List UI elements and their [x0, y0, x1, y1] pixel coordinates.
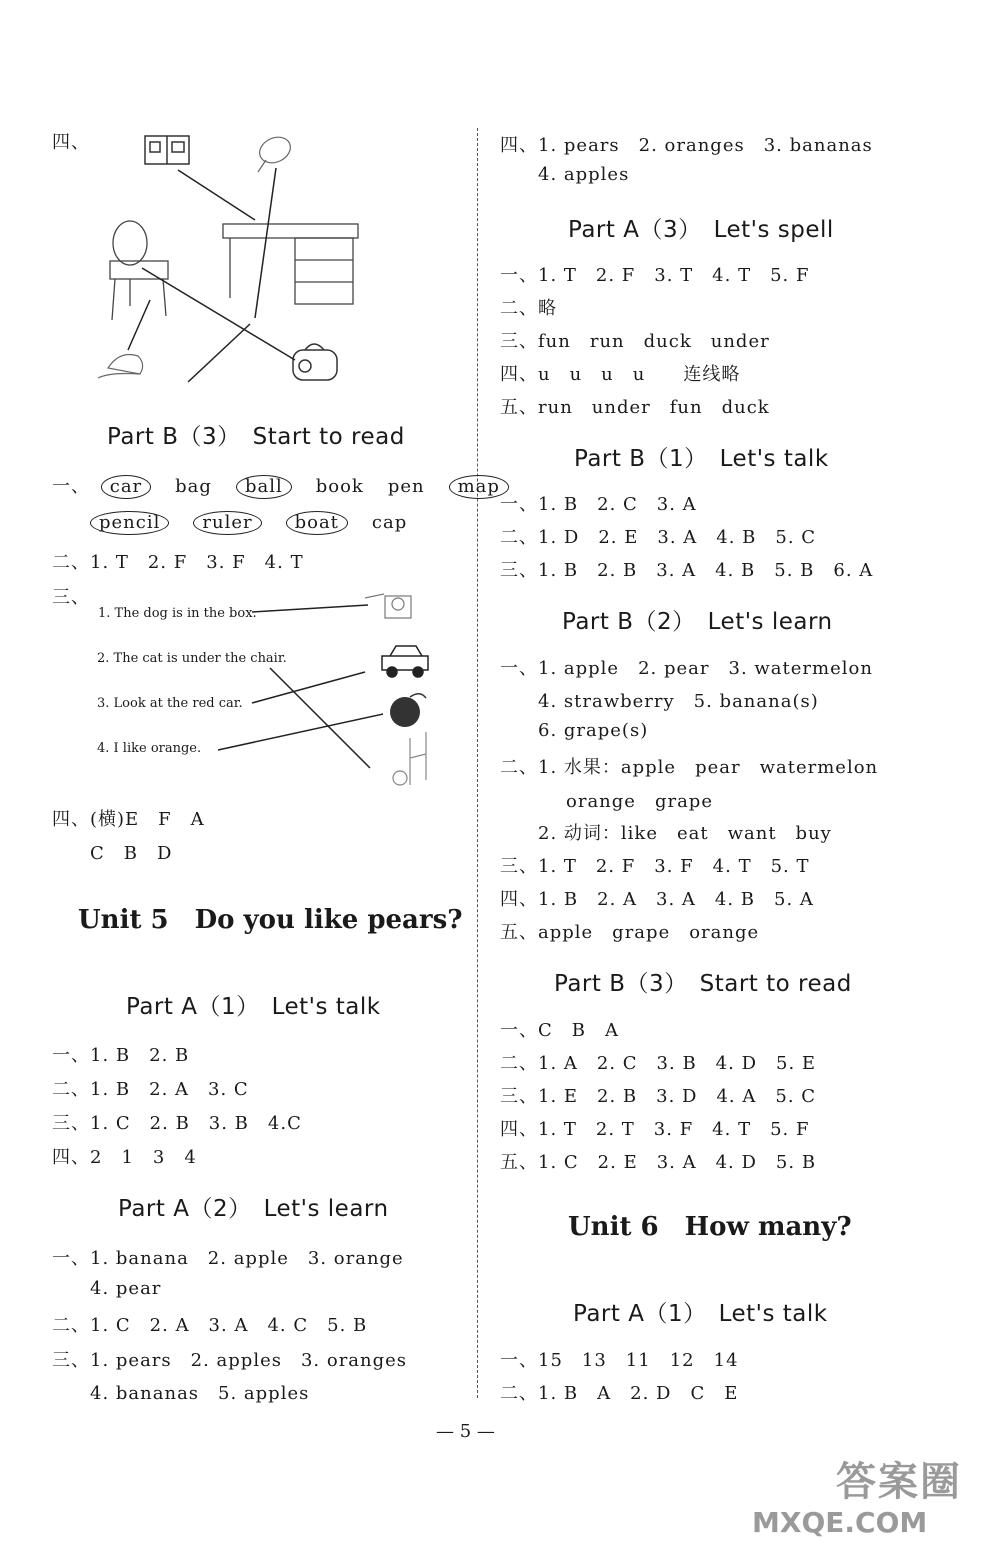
answer-line: 二、1. A 2. C 3. B 4. D 5. E	[500, 1053, 817, 1074]
unit6-title: Unit 6 How many?	[568, 1212, 852, 1242]
matching-sentence: 4. I like orange.	[97, 741, 202, 756]
answer-line: 二、1. B A 2. D C E	[500, 1383, 739, 1404]
unit5-title: Unit 5 Do you like pears?	[78, 905, 463, 935]
answer-line: 4. apples	[538, 164, 630, 185]
partb2-title: Part B（2） Let's learn	[562, 609, 833, 635]
answer-line: 二、1. D 2. E 3. A 4. B 5. C	[500, 527, 817, 548]
partb3-title: Part B（3） Start to read	[554, 971, 852, 997]
watermark-logo: 答案圈	[836, 1459, 962, 1505]
answer-line: orange grape	[566, 791, 713, 812]
matching-illustration	[90, 128, 360, 390]
answer-line: 2. 动词：like eat want buy	[538, 823, 832, 844]
matching-sentence: 3. Look at the red car.	[97, 696, 243, 711]
answer-line: 一、1. B 2. C 3. A	[500, 494, 697, 515]
unit6-parta1-title: Part A（1） Let's talk	[573, 1301, 828, 1327]
circled-word: ball	[236, 475, 292, 499]
book-icon	[145, 136, 189, 164]
watermark-url: MXQE.COM	[752, 1506, 928, 1539]
answer-line: 三、1. T 2. F 3. F 4. T 5. T	[500, 856, 810, 877]
answer-line: 一、1. apple 2. pear 3. watermelon	[500, 658, 873, 679]
matching-sentence: 1. The dog is in the box.	[98, 606, 257, 621]
cap-icon	[98, 355, 143, 379]
answer-line: 一、C B A	[500, 1020, 619, 1041]
orange-icon	[390, 694, 426, 727]
section-four-label: 四、	[52, 132, 90, 153]
answer-line: 一、1. banana 2. apple 3. orange	[52, 1248, 404, 1269]
answer-line: 二、略	[500, 298, 557, 319]
answer-line: 三、1. C 2. B 3. B 4.C	[52, 1113, 302, 1134]
answer-line: 一、1. T 2. F 3. T 4. T 5. F	[500, 265, 810, 286]
page-number: — 5 —	[436, 1421, 495, 1442]
answer-line: 4. strawberry 5. banana(s)	[538, 691, 819, 712]
answer-line: 四、1. T 2. T 3. F 4. T 5. F	[500, 1119, 810, 1140]
answer-line: 四、1. pears 2. oranges 3. bananas	[500, 135, 873, 156]
answer-line: 三、fun run duck under	[500, 331, 770, 352]
desk-icon	[223, 224, 358, 304]
answer-line: 二、1. B 2. A 3. C	[52, 1079, 249, 1100]
left-partb3-q4: 四、(横)E F A	[52, 809, 205, 830]
answer-line: 三、1. B 2. B 3. A 4. B 5. B 6. A	[500, 560, 874, 581]
word: bag	[175, 476, 212, 497]
answer-line: 6. grape(s)	[538, 720, 649, 741]
word: book	[315, 476, 364, 497]
circled-word: car	[101, 475, 151, 499]
answer-line: 一、1. B 2. B	[52, 1045, 190, 1066]
answer-line: 三、1. pears 2. apples 3. oranges	[52, 1350, 408, 1371]
answer-line: 四、1. B 2. A 3. A 4. B 5. A	[500, 889, 814, 910]
dog-in-box-icon	[365, 594, 411, 618]
answer-line: 4. pear	[90, 1278, 162, 1299]
answer-line: 二、1. C 2. A 3. A 4. C 5. B	[52, 1315, 368, 1336]
answer-line: 五、run under fun duck	[500, 397, 770, 418]
answer-line: 4. bananas 5. apples	[90, 1383, 310, 1404]
matching-sentence: 2. The cat is under the chair.	[97, 651, 287, 666]
bag-icon	[293, 344, 337, 380]
badminton-racket-icon	[255, 132, 294, 172]
matching-lines	[128, 168, 295, 382]
circled-word: map	[449, 475, 509, 499]
column-divider	[477, 128, 478, 1398]
chair-icon	[110, 221, 168, 320]
cat-under-chair-icon	[393, 732, 426, 785]
partb1-title: Part B（1） Let's talk	[574, 446, 829, 472]
parta3-title: Part A（3） Let's spell	[568, 217, 834, 243]
left-partb3-q3-label: 三、	[52, 587, 90, 608]
left-partb3-q2: 二、1. T 2. F 3. F 4. T	[52, 552, 304, 573]
circled-word: ruler	[193, 511, 261, 535]
sentence-matching-lines	[218, 605, 383, 768]
unit5-parta2-title: Part A（2） Let's learn	[118, 1196, 389, 1222]
answer-line: 二、1. 水果：apple pear watermelon	[500, 757, 879, 778]
answer-line: 五、1. C 2. E 3. A 4. D 5. B	[500, 1152, 817, 1173]
unit5-parta1-title: Part A（1） Let's talk	[126, 994, 381, 1020]
answer-line: 四、u u u u 连线略	[500, 364, 741, 385]
circled-word: pencil	[90, 511, 169, 535]
word: cap	[371, 512, 408, 533]
car-icon	[382, 646, 428, 677]
answer-line: 五、apple grape orange	[500, 922, 760, 943]
left-partb3-q1-row2	[90, 511, 431, 535]
left-partb3-title: Part B（3） Start to read	[107, 424, 405, 450]
left-partb3-q1	[52, 472, 509, 499]
word: pen	[387, 476, 425, 497]
q1-label: 一、	[52, 476, 90, 497]
sentence-matching-figure	[200, 580, 450, 800]
left-partb3-q4-row2: C B D	[90, 843, 173, 864]
answer-line: 一、15 13 11 12 14	[500, 1350, 739, 1371]
answer-line: 三、1. E 2. B 3. D 4. A 5. C	[500, 1086, 817, 1107]
answer-line: 四、2 1 3 4	[52, 1147, 197, 1168]
circled-word: boat	[286, 511, 348, 535]
